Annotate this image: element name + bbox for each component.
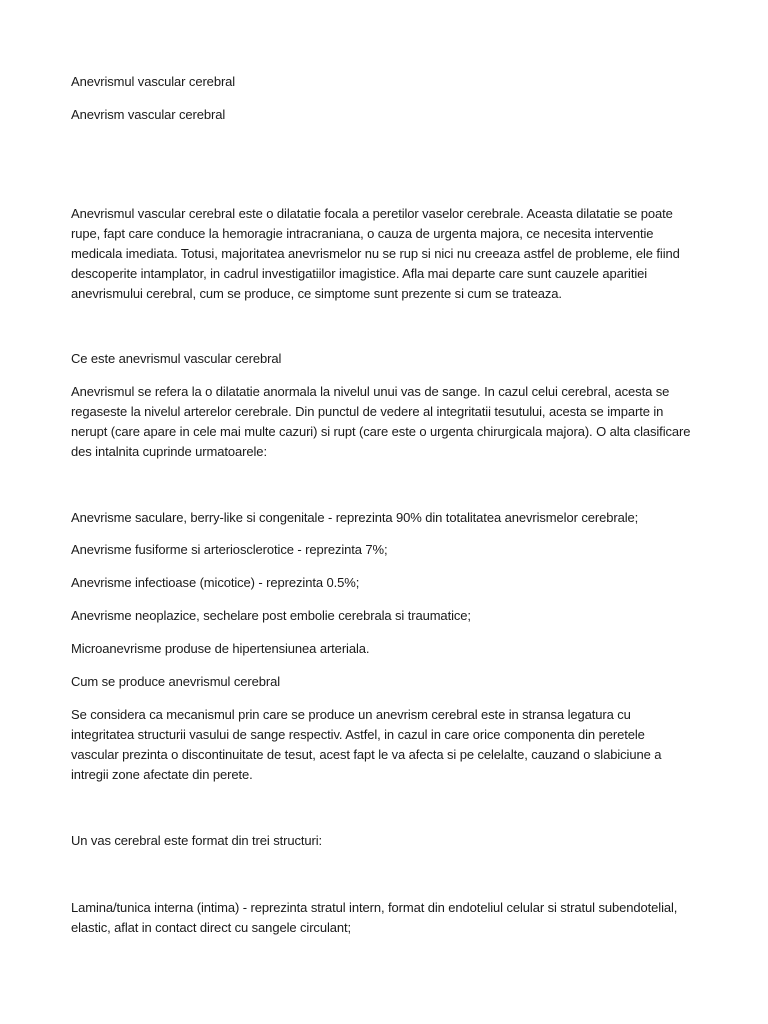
list-item-infectious: Anevrisme infectioase (micotice) - reprezinta 0.5%;: [71, 575, 360, 590]
list-item-fusiform: Anevrisme fusiforme si arteriosclerotice - reprezinta 7%;: [71, 542, 388, 557]
section-paragraph-what: Anevrismul se refera la o dilatatie anormala la nivelul unui vas de sange. In cazul celui cerebral, acesta se regaseste la nivelul arterelor cerebrale. Din punctul de vedere al integritatii tesutului, acesta se imparte in nerupt (care apare in cele mai multe cazuri) si rupt (care este o urgenta chirurgicala majora). O alta clasificare des intalnita cuprinde urmatoarele:: [71, 384, 691, 459]
list-item-neoplastic: Anevrisme neoplazice, sechelare post embolie cerebrala si traumatice;: [71, 608, 471, 623]
document-title: Anevrismul vascular cerebral: [71, 74, 236, 89]
list-item-microaneurysm: Microanevrisme produse de hipertensiunea arteriala.: [71, 641, 370, 656]
section-heading-how: Cum se produce anevrismul cerebral: [71, 674, 281, 689]
section-paragraph-how: Se considera ca mecanismul prin care se produce un anevrism cerebral este in stransa legatura cu integritatea structurii vasului de sange respectiv. Astfel, in cazul in care orice componenta din peretele vascular prezinta o discontinuitate de tesut, acest fapt le va afecta si pe celelalte, cauzand o slabiciune a intregii zone afectate din perete.: [71, 707, 662, 782]
intro-paragraph: Anevrismul vascular cerebral este o dilatatie focala a peretilor vaselor cerebrale. Aceasta dilatatie se poate rupe, fapt care conduce la hemoragie intracraniana, o cauza de urgenta majora, ce necesita interventie medicala imediata. Totusi, majoritatea anevrismelor nu se rup si nici nu creeaza astfel de probleme, ele fiind descoperite intamplator, in cadrul investigatiilor imagistice. Afla mai departe care sunt cauzele aparitiei anevrismului cerebral, cum se produce, ce simptome sunt prezente si cum se trateaza.: [71, 206, 680, 301]
section-heading-what: Ce este anevrismul vascular cerebral: [71, 351, 282, 366]
document-subtitle: Anevrism vascular cerebral: [71, 107, 226, 122]
list-item-intima: Lamina/tunica interna (intima) - reprezinta stratul intern, format din endoteliul celular si stratul subendotelial, elastic, aflat in contact direct cu sangele circulant;: [71, 900, 678, 935]
structures-intro: Un vas cerebral este format din trei structuri:: [71, 833, 323, 848]
list-item-saccular: Anevrisme saculare, berry-like si congenitale - reprezinta 90% din totalitatea anevrismelor cerebrale;: [71, 510, 639, 525]
